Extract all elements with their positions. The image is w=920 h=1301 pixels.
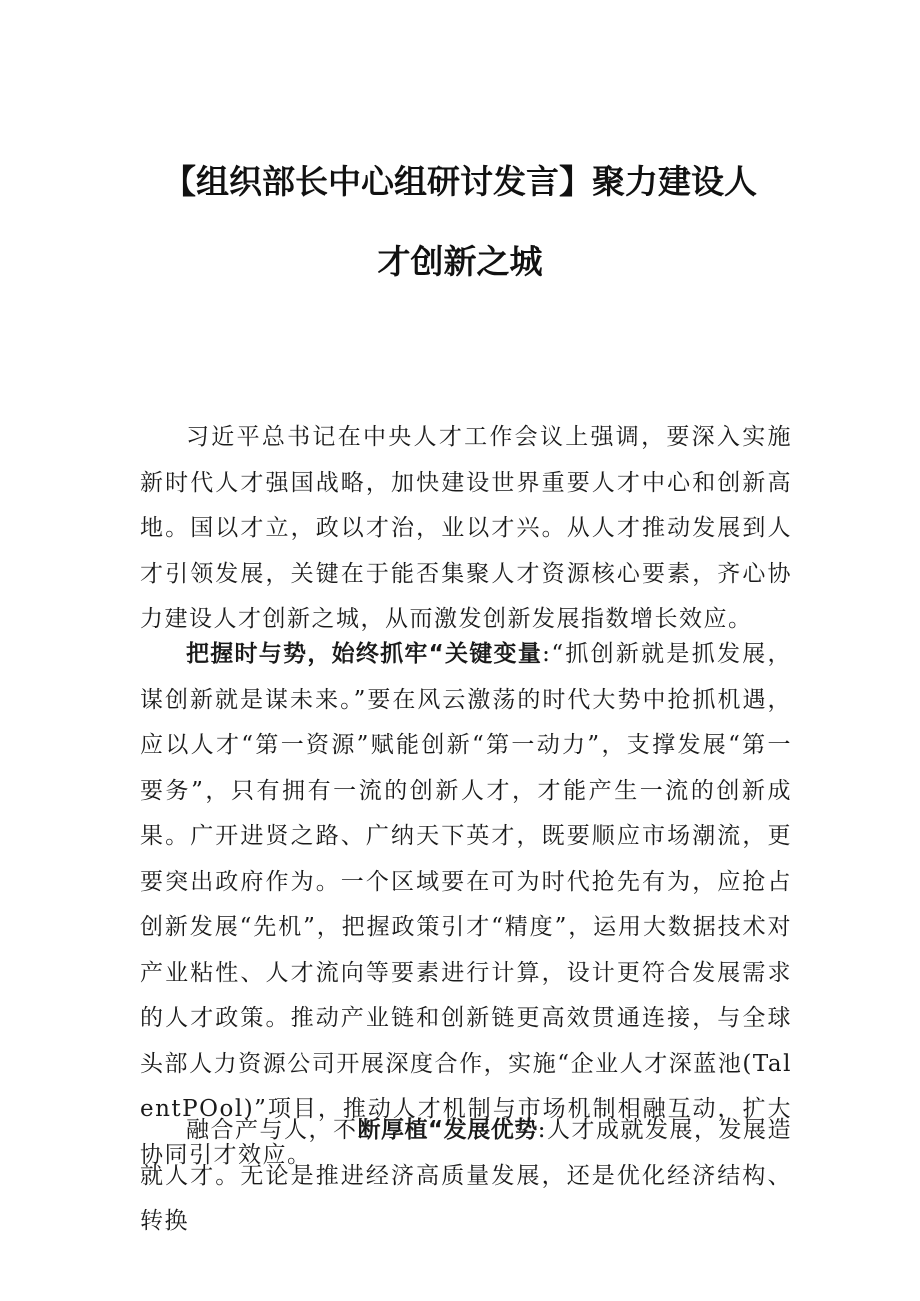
document-title-line-2: 才创新之城	[377, 242, 543, 281]
paragraph-3-lead-heading: 断厚植“发展优势	[357, 1117, 538, 1143]
paragraph-3-body-text: :人才成就发展，发展造就人才。无论是推进经济高质量发展，还是优化经济结构、转换	[140, 1117, 793, 1234]
document-title-line-1: 【组织部长中心组研讨发言】聚力建设人	[163, 162, 757, 201]
paragraph-3-prefix-text: 融合产与人，不	[186, 1117, 358, 1143]
body-paragraph-3	[140, 1108, 792, 1245]
paragraph-2-lead-heading: 把握时与势，始终抓牢“关键变量	[186, 641, 543, 667]
body-paragraph-1: 习近平总书记在中央人才工作会议上强调，要深入实施新时代人才强国战略，加快建设世界重要人才中心和创新高地。国以才立，政以才治，业以才兴。从人才推动发展到人才引领发展，关键在于能否集聚人才资源核心要素，齐心协力建设人才创新之城，从而激发创新发展指数增长效应。	[140, 424, 792, 632]
body-paragraph-2	[140, 632, 792, 1178]
paragraph-2-body-text: :“抓创新就是抓发展，谋创新就是谋未来。”要在风云激荡的时代大势中抢抓机遇，应以人才“第一资源”赋能创新“第一动力”，支撑发展“第一要务”，只有拥有一流的创新人才，才能产生一流的创新成果。广开进贤之路、广纳天下英才，既要顺应市场潮流，更要突出政府作为。一个区域要在可为时代抢先有为，应抢占创新发展“先机”，把握政策引才“精度”，运用大数据技术对产业粘性、人才流向等要素进行计算，设计更符合发展需求的人才政策。推动产业链和创新链更高效贯通连接，与全球头部人力资源公司开展深度合作，实施“企业人才深蓝池(TalentPOol)”项目，推动人才机制与市场机制相融互动，扩大协同引才效应。	[140, 641, 792, 1168]
